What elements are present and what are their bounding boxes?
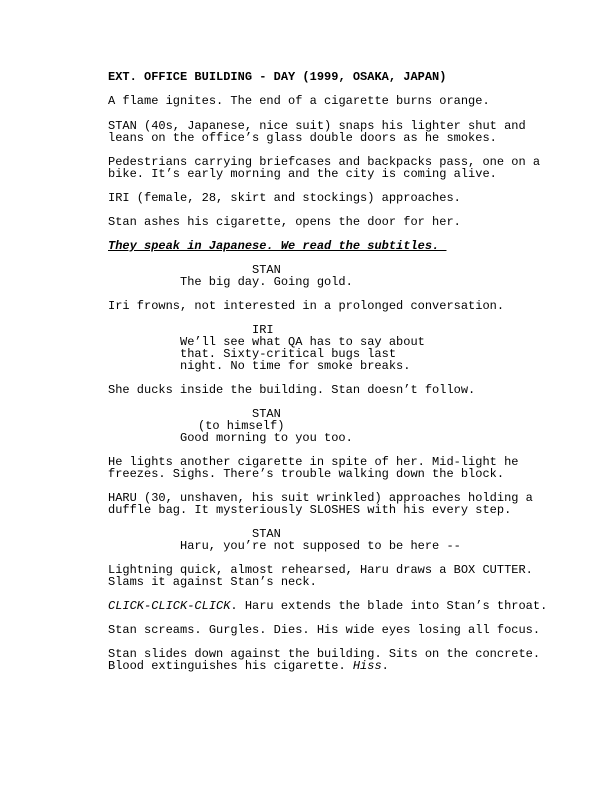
dialogue-line: We’ll see what QA has to say about	[180, 335, 425, 349]
action-line: Iri frowns, not interested in a prolonged conversation.	[108, 299, 505, 313]
action-text: Blood extinguishes his cigarette.	[108, 659, 353, 673]
sound-effect: CLICK-CLICK-CLICK	[108, 599, 231, 613]
dialogue-line: Haru, you’re not supposed to be here --	[180, 539, 461, 553]
punctuation: .	[381, 659, 389, 673]
action-line: STAN (40s, Japanese, nice suit) snaps his lighter shut and	[108, 119, 526, 133]
scene-heading: EXT. OFFICE BUILDING - DAY (1999, OSAKA, JAPAN)	[108, 70, 447, 84]
action-line: Lightning quick, almost rehearsed, Haru draws a BOX CUTTER.	[108, 563, 533, 577]
character-name: STAN	[252, 527, 281, 541]
character-name: STAN	[252, 407, 281, 421]
action-line: bike. It’s early morning and the city is coming alive.	[108, 167, 497, 181]
subtitle-note: They speak in Japanese. We read the subtitles.	[108, 239, 447, 253]
action-line: freezes. Sighs. There’s trouble walking down the block.	[108, 467, 505, 481]
action-line: She ducks inside the building. Stan doesn’t follow.	[108, 383, 476, 397]
action-line: IRI (female, 28, skirt and stockings) approaches.	[108, 191, 461, 205]
character-name: STAN	[252, 263, 281, 277]
action-line: He lights another cigarette in spite of her. Mid-light he	[108, 455, 519, 469]
action-line: A flame ignites. The end of a cigarette burns orange.	[108, 94, 490, 108]
action-line: Stan screams. Gurgles. Dies. His wide eyes losing all focus.	[108, 623, 541, 637]
action-line	[108, 600, 547, 612]
action-line	[108, 660, 389, 672]
action-line: leans on the office’s glass double doors as he smokes.	[108, 131, 497, 145]
action-line: Slams it against Stan’s neck.	[108, 575, 317, 589]
sound-effect: Hiss	[352, 659, 382, 673]
parenthetical: (to himself)	[198, 419, 285, 433]
dialogue-line: night. No time for smoke breaks.	[180, 359, 411, 373]
character-name: IRI	[252, 323, 274, 337]
action-line: Pedestrians carrying briefcases and backpacks pass, one on a	[108, 155, 541, 169]
action-text: . Haru extends the blade into Stan’s throat.	[230, 599, 548, 613]
action-line: Stan ashes his cigarette, opens the door for her.	[108, 215, 461, 229]
dialogue-line: that. Sixty-critical bugs last	[180, 347, 397, 361]
action-line: Stan slides down against the building. Sits on the concrete.	[108, 647, 541, 661]
dialogue-line: Good morning to you too.	[180, 431, 353, 445]
action-line: duffle bag. It mysteriously SLOSHES with his every step.	[108, 503, 512, 517]
dialogue-line: The big day. Going gold.	[180, 275, 353, 289]
action-line: HARU (30, unshaven, his suit wrinkled) approaches holding a	[108, 491, 533, 505]
